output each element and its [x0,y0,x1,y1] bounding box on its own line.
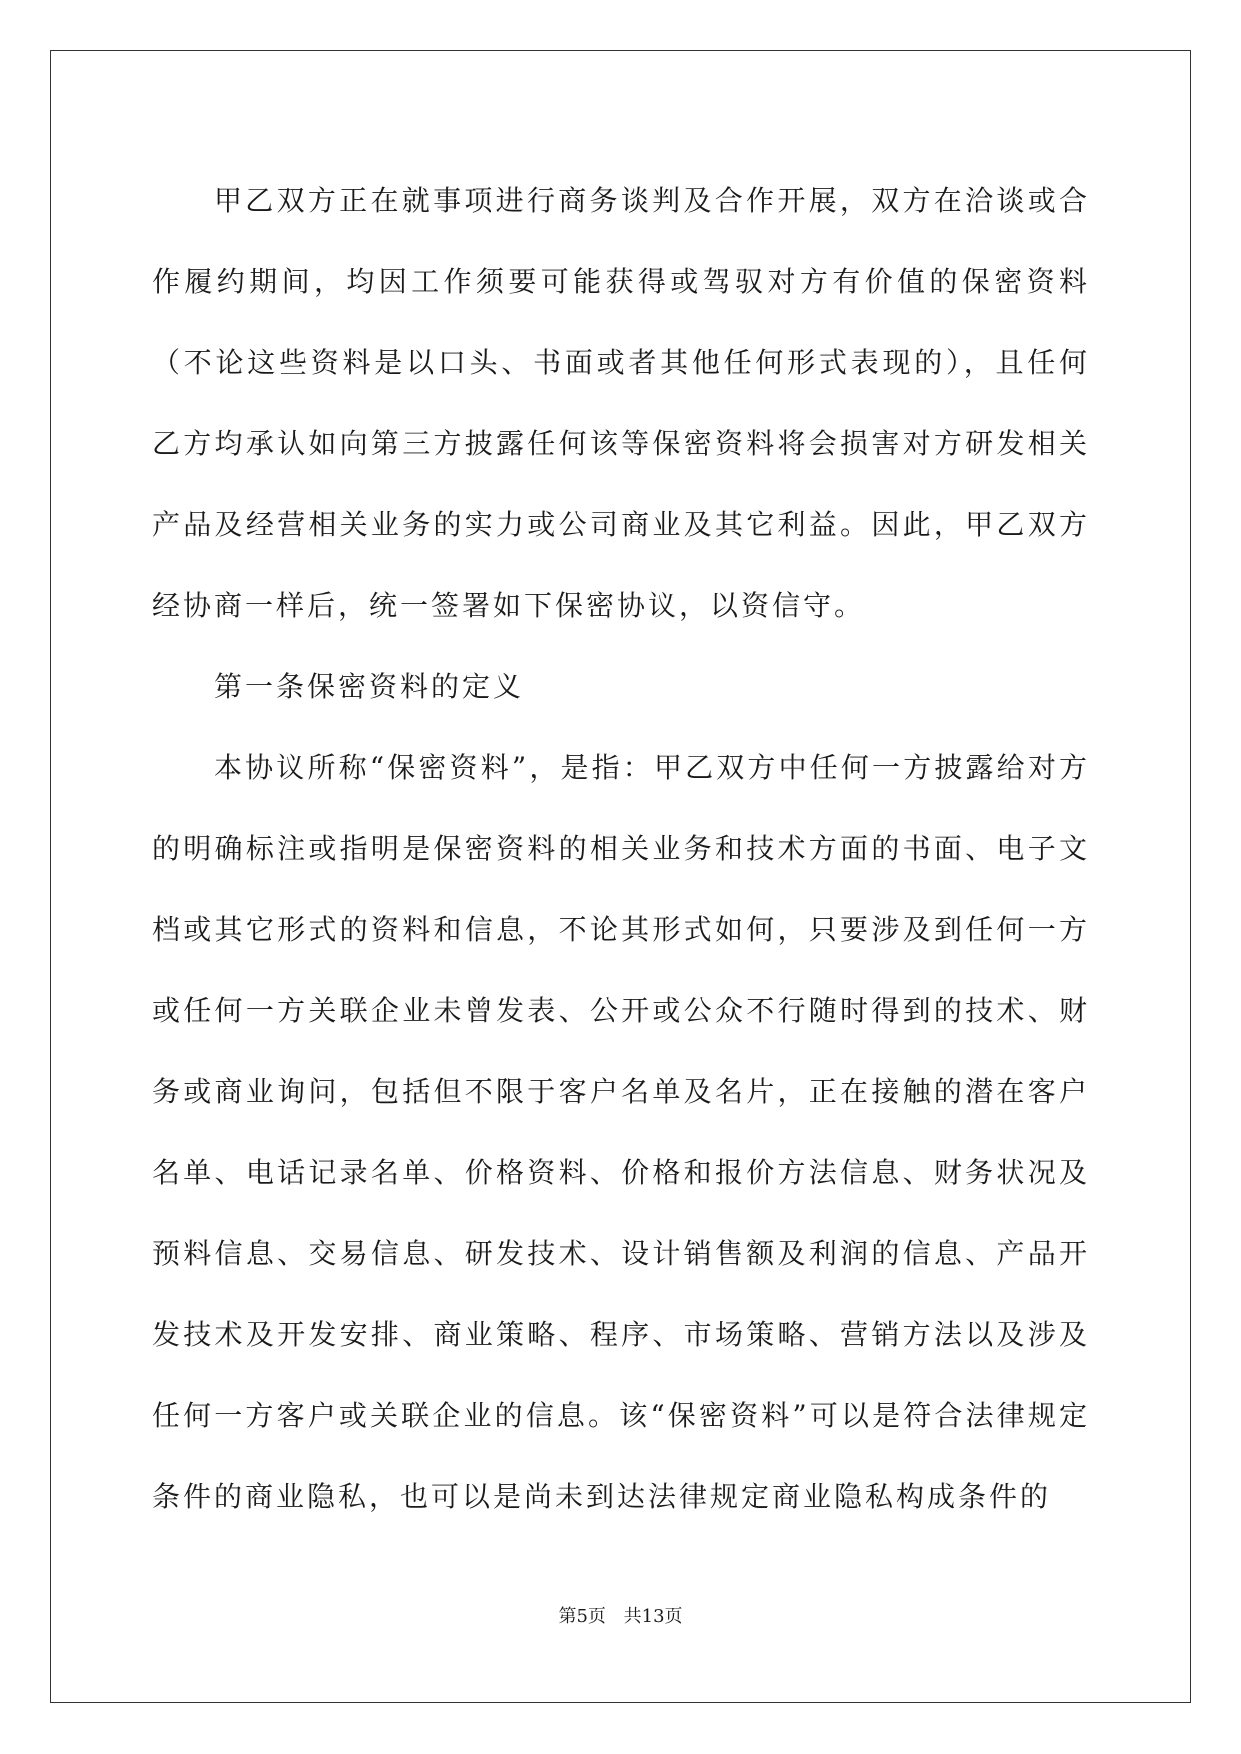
page-number-current: 第5页 [558,1606,606,1627]
paragraph-intro: 甲乙双方正在就事项进行商务谈判及合作开展，双方在洽谈或合作履约期间，均因工作须要可能获得或驾驭对方有价值的保密资料（不论这些资料是以口头、书面或者其他任何形式表现的），且任何乙方均承认如向第三方披露任何该等保密资料将会损害对方研发相关产品及经营相关业务的实力或公司商业及其它利益。因此，甲乙双方经协商一样后，统一签署如下保密协议，以资信守。 [152,184,1090,622]
page-number-total: 共13页 [623,1606,683,1627]
paragraph-definition: 本协议所称“保密资料”，是指：甲乙双方中任何一方披露给对方的明确标注或指明是保密资料的相关业务和技术方面的书面、电子文档或其它形式的资料和信息，不论其形式如何，只要涉及到任何一方或任何一方关联企业未曾发表、公开或公众不行随时得到的技术、财务或商业询问，包括但不限于客户名单及名片，正在接触的潜在客户名单、电话记录名单、价格资料、价格和报价方法信息、财务状况及预料信息、交易信息、研发技术、设计销售额及利润的信息、产品开发技术及开发安排、商业策略、程序、市场策略、营销方法以及涉及任何一方客户或关联企业的信息。该“保密资料”可以是符合法律规定条件的商业隐私，也可以是尚未到达法律规定商业隐私构成条件的 [152,751,1090,1513]
page-footer [0,1605,1241,1629]
document-body [152,160,1090,1537]
paragraph-heading-article-1: 第一条保密资料的定义 [214,670,525,703]
